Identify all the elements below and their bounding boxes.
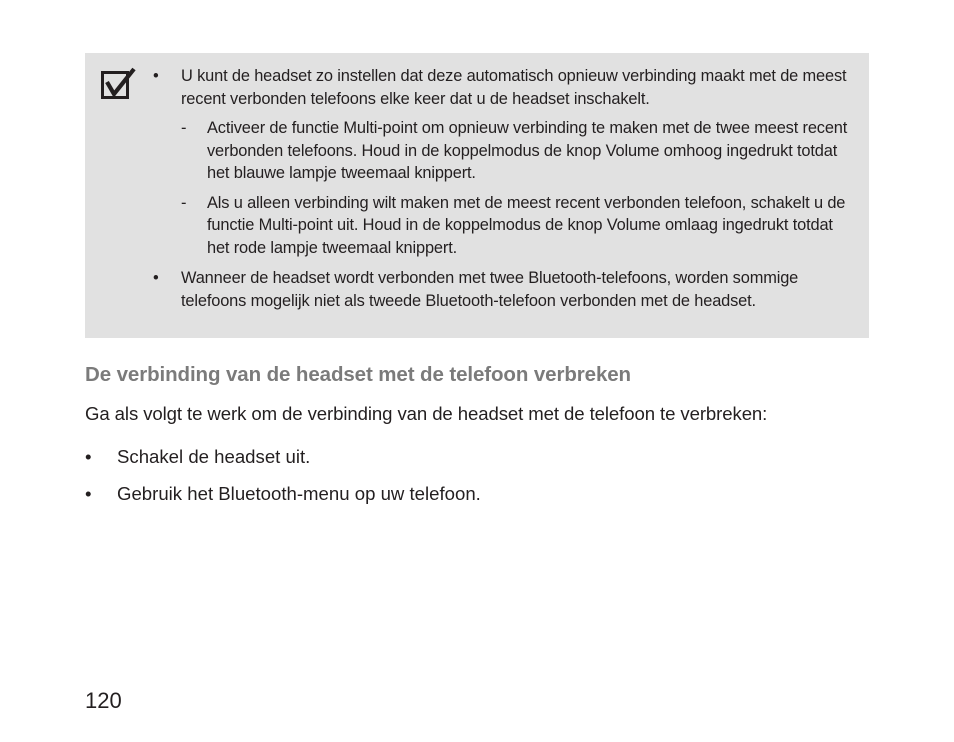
steps-list xyxy=(85,446,481,520)
step-text: Schakel de headset uit. xyxy=(117,446,311,467)
bullet-mark: • xyxy=(153,269,159,287)
note-subitem-text: Als u alleen verbinding wilt maken met de meest recent verbonden telefoon, schakelt u de functie Multi-point uit. Houd in de koppelmodus de knop Volume omlaag ingedrukt totdat het rode lampje tweemaal knippert. xyxy=(207,193,846,257)
bullet-mark: • xyxy=(85,483,92,504)
note-sublist xyxy=(153,117,853,259)
step-text: Gebruik het Bluetooth-menu op uw telefoon. xyxy=(117,483,481,504)
section-heading: De verbinding van de headset met de telefoon verbreken xyxy=(85,363,631,386)
note-subitem xyxy=(153,192,853,260)
page-number: 120 xyxy=(85,688,122,713)
note-item xyxy=(153,267,853,312)
note-item xyxy=(153,65,853,110)
note-item-text: Wanneer de headset wordt verbonden met twee Bluetooth-telefoons, worden sommige telefoons mogelijk niet als tweede Bluetooth-telefoon verbonden met de headset. xyxy=(181,269,799,310)
note-subitem xyxy=(153,117,853,185)
note-content xyxy=(153,65,853,312)
note-box xyxy=(85,53,869,338)
dash-mark: - xyxy=(181,119,187,137)
bullet-mark: • xyxy=(85,446,92,467)
dash-mark: - xyxy=(181,193,187,212)
bullet-mark: • xyxy=(153,67,159,85)
list-item xyxy=(85,483,481,520)
note-item-text: U kunt de headset zo instellen dat deze automatisch opnieuw verbinding maakt met de meest recent verbonden telefoons elke keer dat u de headset inschakelt. xyxy=(181,67,847,108)
intro-text: Ga als volgt te werk om de verbinding van de headset met de telefoon te verbreken: xyxy=(85,403,768,424)
note-subitem-text: Activeer de functie Multi-point om opnieuw verbinding te maken met de twee meest recent verbonden telefoons. Houd in de koppelmodus de knop Volume omhoog ingedrukt totdat het blauwe lampje tweemaal knippert. xyxy=(207,119,848,182)
list-item xyxy=(85,446,481,483)
checkbox-checked-icon xyxy=(101,67,137,101)
